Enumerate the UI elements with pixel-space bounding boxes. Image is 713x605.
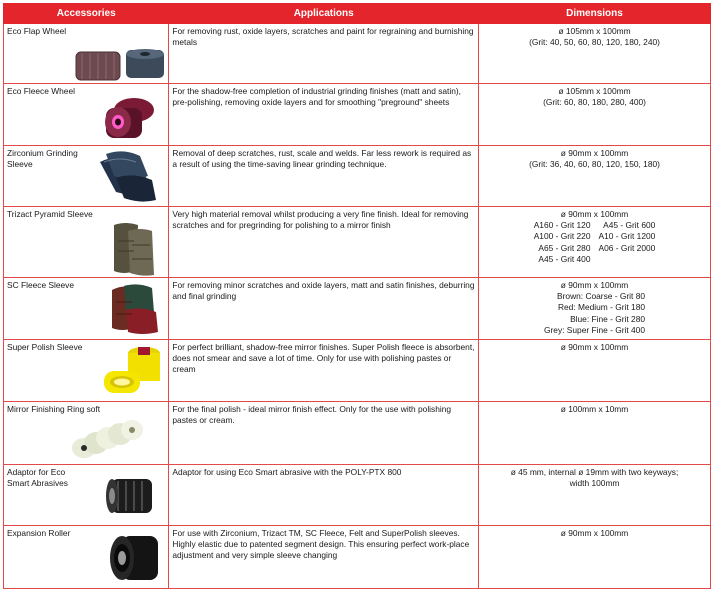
accessory-cell [4, 465, 169, 526]
accessory-name: Zirconium Grinding Sleeve [7, 148, 78, 170]
dimension-line: ø 45 mm, internal ø 19mm with two keyways; [510, 467, 679, 477]
table-row [4, 24, 711, 84]
dimension-line: ø 105mm x 100mm [558, 86, 631, 96]
grit-list [544, 291, 645, 336]
grit-item: A100 - Grit 220 [533, 231, 591, 242]
dimension-line: ø 90mm x 100mm [560, 209, 629, 219]
dimension-line: ø 90mm x 100mm [560, 148, 629, 158]
table-row [4, 465, 711, 526]
table-row [4, 278, 711, 340]
accessory-name: Eco Fleece Wheel [7, 86, 75, 96]
fleece-wheel-image [94, 88, 158, 144]
dimension-line: ø 90mm x 100mm [560, 528, 629, 538]
accessory-name: SC Fleece Sleeve [7, 280, 75, 290]
grit-item [599, 254, 656, 265]
table-row [4, 340, 711, 402]
application-cell: For the final polish - ideal mirror finish effect. Only for the use with polishing pastes or cream. [169, 402, 479, 465]
dimensions-cell [479, 278, 711, 340]
application-cell: For removing rust, oxide layers, scratches and paint for regraining and burnishing metals [169, 24, 479, 84]
dimensions-cell [479, 84, 711, 146]
grit-item: Blue: Fine - Grit 280 [570, 313, 646, 324]
grit-item: A06 - Grit 2000 [598, 242, 656, 253]
grit-item: A65 - Grit 280 [538, 242, 591, 253]
grit-item: Grey: Super Fine - Grit 400 [544, 324, 646, 335]
grit-item: A45 - Grit 400 [538, 253, 591, 264]
grit-item: A45 - Grit 600 [603, 220, 656, 231]
sc-fleece-sleeve-image [108, 282, 162, 336]
accessory-name: Trizact Pyramid Sleeve [7, 209, 93, 219]
accessory-cell [4, 146, 169, 207]
application-cell: For removing minor scratches and oxide layers, matt and satin finishes, deburring and final grinding [169, 278, 479, 340]
expansion-roller-image [104, 530, 162, 586]
table-row [4, 526, 711, 589]
accessory-cell [4, 340, 169, 402]
dimensions-cell [479, 526, 711, 589]
accessory-name: Adaptor for Eco Smart Abrasives [7, 467, 68, 489]
application-cell: Removal of deep scratches, rust, scale and welds. Far less rework is required as a result of using the time-saving linear grinding technique. [169, 146, 479, 207]
accessory-name: Expansion Roller [7, 528, 71, 538]
header-accessories: Accessories [4, 4, 169, 24]
dimensions-cell [479, 465, 711, 526]
mirror-ring-image [70, 418, 146, 462]
adaptor-image [102, 473, 162, 519]
table-row [4, 84, 711, 146]
accessory-cell [4, 24, 169, 84]
header-dimensions: Dimensions [479, 4, 711, 24]
dimension-line: ø 90mm x 100mm [560, 342, 629, 352]
flap-wheel-image [74, 48, 166, 82]
dimensions-cell [479, 207, 711, 278]
trizact-sleeve-image [108, 221, 160, 277]
grit-grid [534, 220, 656, 265]
grit-item: A160 - Grit 120 [533, 220, 591, 231]
accessory-cell [4, 402, 169, 465]
application-cell: For the shadow-free completion of industrial grinding finishes (matt and satin), pre-polishing, removing oxide layers and for smoothing "preground" sheets [169, 84, 479, 146]
accessory-cell [4, 278, 169, 340]
dimension-line: ø 105mm x 100mm [558, 26, 631, 36]
dimensions-cell [479, 402, 711, 465]
grit-item: Brown: Coarse - Grit 80 [557, 291, 646, 302]
zirconium-sleeve-image [96, 148, 160, 204]
accessory-name: Super Polish Sleeve [7, 342, 83, 352]
dimensions-cell [479, 146, 711, 207]
accessory-name: Eco Flap Wheel [7, 26, 67, 36]
table-row [4, 402, 711, 465]
dimensions-cell [479, 24, 711, 84]
dimension-line: (Grit: 36, 40, 60, 80, 120, 150, 180) [529, 159, 660, 170]
header-applications: Applications [169, 4, 479, 24]
accessory-cell [4, 207, 169, 278]
table-header-row [4, 4, 711, 24]
application-cell: For use with Zirconium, Trizact TM, SC Fleece, Felt and SuperPolish sleeves. Highly elastic due to patented segment design. This ensuring perfect work-place adjustment and very simple sleeve changing [169, 526, 479, 589]
application-cell: Adaptor for using Eco Smart abrasive with the POLY-PTX 800 [169, 465, 479, 526]
dimension-line: (Grit: 40, 50, 60, 80, 120, 180, 240) [529, 37, 660, 48]
dimension-line: (Grit: 60, 80, 180, 280, 400) [543, 97, 646, 108]
grit-item: A10 - Grit 1200 [598, 231, 656, 242]
dimension-line: ø 100mm x 10mm [560, 404, 629, 414]
dimension-line: ø 90mm x 100mm [560, 280, 629, 290]
accessory-name: Mirror Finishing Ring soft [7, 404, 101, 414]
accessory-cell [4, 84, 169, 146]
table-row [4, 146, 711, 207]
accessory-cell [4, 526, 169, 589]
dimensions-cell [479, 340, 711, 402]
grit-item: Red: Medium - Grit 180 [557, 302, 646, 313]
accessories-table [3, 3, 711, 589]
super-polish-sleeve-image [100, 343, 164, 399]
application-cell: For perfect brilliant, shadow-free mirror finishes. Super Polish fleece is absorbent, does not smear and save a lot of time. Only for use with polishing pastes or cream [169, 340, 479, 402]
application-cell: Very high material removal whilst producing a very fine finish. Ideal for removing scratches and for pregrinding for polishing to a mirror finish [169, 207, 479, 278]
table-row [4, 207, 711, 278]
dimension-line: width 100mm [569, 478, 620, 489]
